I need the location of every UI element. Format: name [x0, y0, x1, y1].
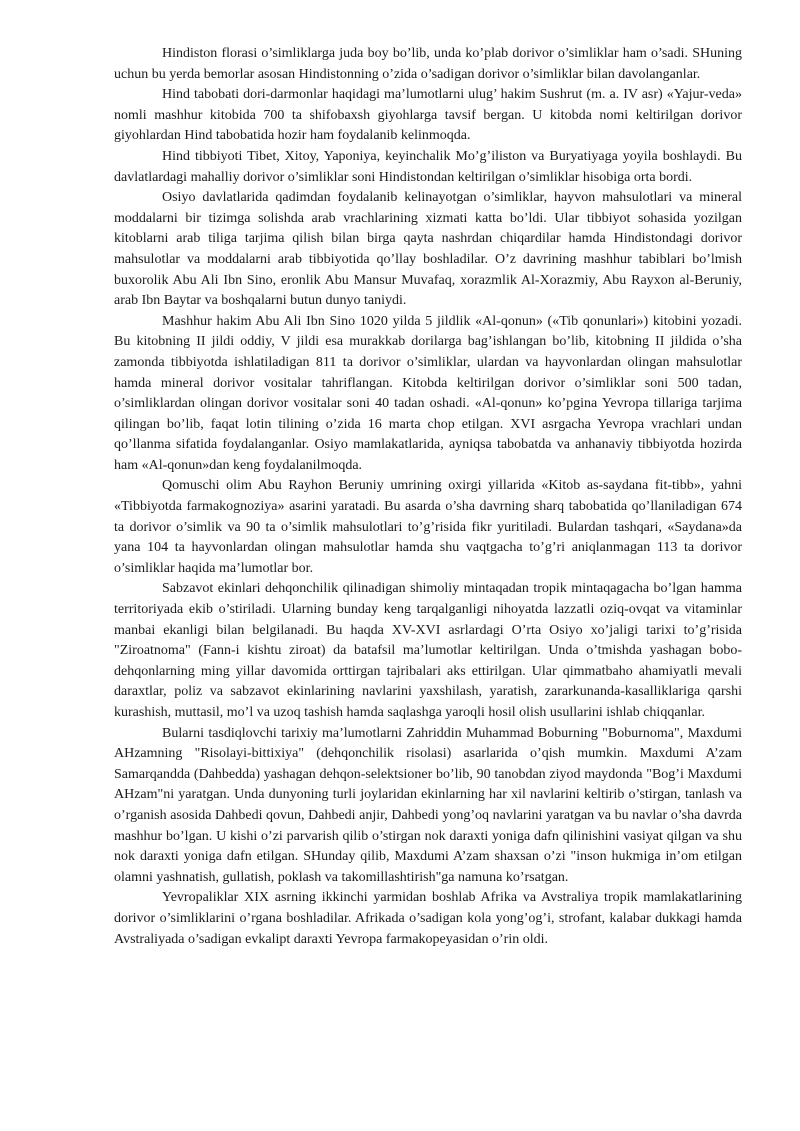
paragraph: Qomuschi olim Abu Rayhon Beruniy umrining oxirgi yillarida «Kitob as-saydana fit-tibb», yahni «Tibbiyotda farmakognoziya» asarini yaratadi. Bu asarda o’sha davrning sharq tabobatida qo’llaniladigan 674 ta dorivor o’simlik va 90 ta o’simlik mahsulotlari to’g’risida fikr yuritiladi. Bulardan tashqari, «Saydana»da yana 104 ta hayvonlardan olingan mahsulotlar hamda shu vaqtgacha to’g’ri aniqlanmagan 113 ta dorivor o’simliklar haqida ma’lumotlar bor.	[114, 478, 742, 576]
paragraph: Bularni tasdiqlovchi tarixiy ma’lumotlarni Zahriddin Muhammad Boburning "Boburnoma", Maxdumi AHzamning "Risolayi-bittixiya" (dehqonchilik risolasi) asarlarida o’qish mumkin. Maxdumi A’zam Samarqandda (Dahbedda) yashagan dehqon-selektsioner bo’lib, 90 tanobdan ziyod maydonda "Bog’i Maxdumi AHzam"ni yaratgan. Unda dunyoning turli joylaridan ekinlarning har xil navlarini keltirib o’stirgan, tanlash va o’rganish asosida Dahbedi qovun, Dahbedi anjir, Dahbedi yong’oq navlarini yaratgan va bu navlar o’sha davrda mashhur bo’lgan. U kishi o’zi parvarish qilib o’stirgan nok daraxti yoniga dafn qilinishini vasiyat qilgan va shu nok daraxti yoniga dafn etilgan. SHunday qilib, Maxdumi A’zam shaxsan o’zi "inson hukmiga in’om etilgan olamni yashnatish, gullatish, poklash va takomillashtirish"ga namuna ko’rsatgan.	[114, 725, 742, 885]
document-body	[114, 44, 742, 950]
paragraph: Osiyo davlatlarida qadimdan foydalanib kelinayotgan o’simliklar, hayvon mahsulotlari va mineral moddalarni bir tizimga solishda arab vrachlarining xizmati katta bo’ldi. Ular tibbiyot sohasida yozilgan kitoblarni arab tiliga tarjima qilish bilan birga qayta nashrdan chiqardilar hamda Hindistondagi dorivor mahsulotlar va moddalarni arab tibbiyotida qo’llay boshladilar. O’z davrining mashhur tabiblari bo’lmish buxorolik Abu Ali Ibn Sino, eronlik Abu Mansur Muvafaq, xorazmlik Al-Xorazmiy, Abu Rayxon al-Beruniy, arab Ibn Baytar va boshqalarni butun dunyo taniydi.	[114, 190, 742, 309]
paragraph: Yevropaliklar XIX asrning ikkinchi yarmidan boshlab Afrika va Avstraliya tropik mamlakatlarining dorivor o’simliklarini o’rgana boshladilar. Afrikada o’sadigan kola yong’og’i, strofant, kalabar dukkagi hamda Avstraliyada o’sadigan evkalipt daraxti Yevropa farmakopeyasidan o’rin oldi.	[114, 890, 742, 947]
paragraph: Hindiston florasi o’simliklarga juda boy bo’lib, unda ko’plab dorivor o’simliklar ham o’sadi. SHuning uchun bu yerda bemorlar asosan Hindistonning o’zida o’sadigan dorivor o’simliklar bilan davolanganlar.	[114, 46, 742, 82]
paragraph: Hind tabobati dori-darmonlar haqidagi ma’lumotlarni ulug’ hakim Sushrut (m. a. IV asr) «Yajur-veda» nomli mashhur kitobida 700 ta shifobaxsh giyohlarga tavsif bergan. U kitobda nomi keltirilgan dorivor giyohlardan Hind tabobatida hozir ham foydalanib kelinmoqda.	[114, 87, 742, 144]
paragraph: Hind tibbiyoti Tibet, Xitoy, Yaponiya, keyinchalik Mo’g’iliston va Buryatiyaga yoyila boshlaydi. Bu davlatlardagi mahalliy dorivor o’simliklar soni Hindistondan keltirilgan o’simliklar hisobiga orta bordi.	[114, 148, 742, 185]
paragraph: Sabzavot ekinlari dehqonchilik qilinadigan shimoliy mintaqadan tropik mintaqagacha bo’lgan hamma territoriyada ekib o’stiriladi. Ularning bunday keng tarqalganligi nihoyatda lazzatli oziq-ovqat va vitaminlar manbai ekanligi bilan belgilanadi. Bu haqda XV-XVI asrlardagi O’rta Osiyo xo’jaligi tarixi to’g’risida "Ziroatnoma" (Fann-i kishtu ziroat) da batafsil ma’lumotlar keltirilgan. Unda o’tmishda yashagan bobo-dehqonlarning ming yillar davomida orttirgan tajribalari aks ettirilgan. Ular qimmatbaho ahamiyatli mevali daraxtlar, poliz va sabzavot ekinlarining navlarini yaxshilash, yaratish, zararkunanda-kasalliklariga qarshi kurashish, muttasil, mo’l va uzoq tashish hamda saqlashga yaroqli hosil olish usullarini ishlab chiqqanlar.	[114, 581, 742, 720]
paragraph: Mashhur hakim Abu Ali Ibn Sino 1020 yilda 5 jildlik «Al-qonun» («Tib qonunlari») kitobini yozadi. Bu kitobning II jildi oddiy, V jildi esa murakkab dorilarga bag’ishlangan bo’lib, kitobning II jildida o’sha zamonda tibbiyotda ishlatiladigan 811 ta dorivor o’simliklar, ulardan va hayvonlardan olingan mahsulotlar hamda mineral dorivor vositalar tahriflangan. Kitobda keltirilgan dorivor o’simliklar soni 500 tadan, o’simliklardan olingan dorivor vositalar soni 40 tadan oshadi. «Al-qonun» ko’pgina Yevropa tillariga tarjima qilingan bo’lib, faqat lotin tilining o’zida 16 marta chop etilgan. XVI asrgacha Yevropa vrachlari undan qo’llanma sifatida foydalanganlar. Osiyo mamlakatlarida, ayniqsa tabobatda va anhanaviy tibbiyotda hozirda ham «Al-qonun»dan keng foydalanilmoqda.	[114, 313, 742, 473]
